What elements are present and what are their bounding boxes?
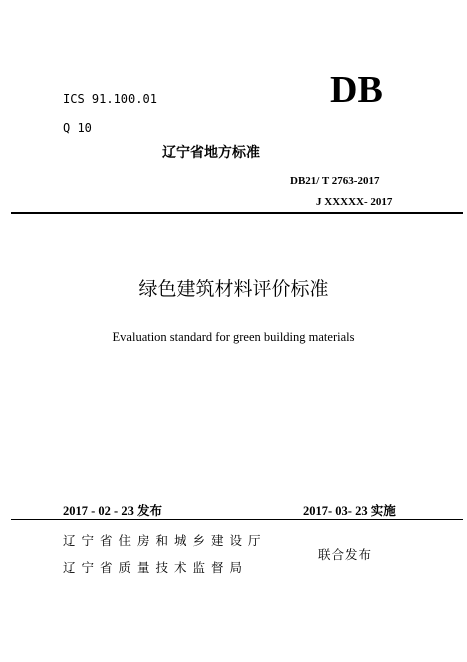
standard-category: 辽宁省地方标准 <box>162 145 260 161</box>
joint-issuance: 联合发布 <box>318 547 373 562</box>
issuer-housing-dept: 辽宁省住房和城乡建设厅 <box>63 533 267 548</box>
implement-date: 2017- 03- 23 实施 <box>303 504 396 518</box>
issuer-quality-bureau: 辽宁省质量技术监督局 <box>63 560 249 575</box>
bottom-rule <box>11 519 463 520</box>
record-number: J XXXXX- 2017 <box>316 196 393 208</box>
english-title: Evaluation standard for green building materials <box>112 330 355 344</box>
page-title: 绿色建筑材料评价标准 <box>138 278 329 300</box>
issue-date: 2017 - 02 - 23 发布 <box>63 504 162 518</box>
standard-number: DB21/ T 2763-2017 <box>290 175 380 187</box>
standard-mark: DB <box>330 69 383 111</box>
top-rule <box>11 212 463 214</box>
ics-code: ICS 91.100.01 <box>63 92 157 106</box>
classification-code: Q 10 <box>63 121 92 135</box>
